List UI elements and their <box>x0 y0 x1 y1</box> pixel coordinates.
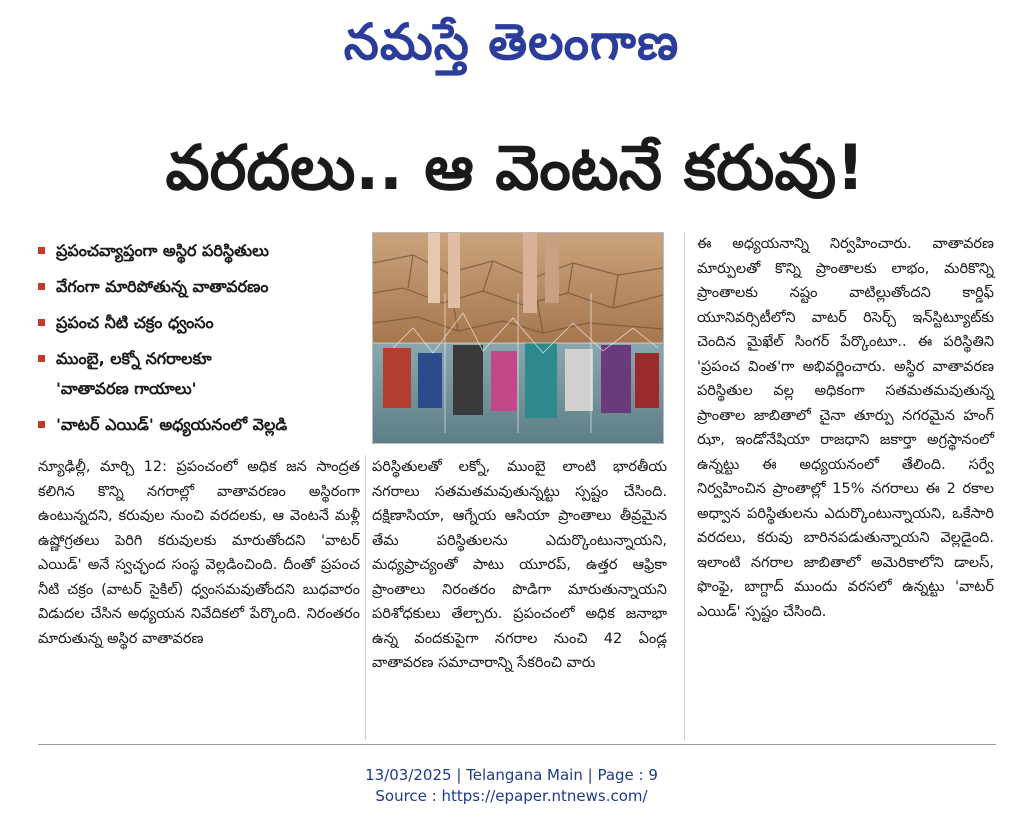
highlights-list <box>38 236 358 440</box>
highlight-text: వేగంగా మారిపోతున్న వాతావరణం <box>56 277 269 296</box>
footer-divider <box>38 744 996 745</box>
masthead-title: నమస్తే తెలంగాణ <box>343 13 680 71</box>
bullet-marker-icon <box>38 247 45 254</box>
bullet-marker-icon <box>38 319 45 326</box>
highlight-item <box>38 308 358 338</box>
article-paragraph: న్యూఢిల్లీ, మార్చి 12: ప్రపంచంలో అధిక జన సాంద్రత కలిగిన కొన్ని నగరాల్లో వాతావరణం అస్థిరంగా ఉంటున్నదని, కరువుల నుంచి వరదలకు, ఆ వెంటనే మళ్లీ ఉష్ణోగ్రతలు పెరిగి కరువులకు మారుతోందని 'వాటర్ ఎయిడ్' అనే స్వచ్ఛంద సంస్థ వెల్లడించింది. దీంతో ప్రపంచ నీటి చక్రం (వాటర్ సైకిల్) ధ్వంసమవుతోందని బుధవారం విడుదల చేసిన అధ్యయన నివేదికలో పేర్కొంది. నిరంతరం మారుతున్న అస్థిర వాతావరణ <box>38 459 360 647</box>
article-column-1 <box>38 455 360 651</box>
bullet-marker-icon <box>38 421 45 428</box>
column-divider <box>365 455 366 740</box>
highlight-item <box>38 272 358 302</box>
highlight-item-continued <box>38 374 358 404</box>
article-headline <box>30 118 1000 218</box>
masthead-logo <box>0 10 1023 75</box>
article-paragraph: ఈ అధ్యయనాన్ని నిర్వహించారు. వాతావరణ మార్పులతో కొన్ని ప్రాంతాలకు లాభం, మరికొన్ని ప్రాంతాలకు నష్టం వాటిల్లుతోందని కార్డిఫ్ యూనివర్సిటీలోని వాటర్ రిసెర్చ్ ఇన్‌స్టిట్యూట్‌కు చెందిన మైఖేల్ సింగర్ పేర్కొంటూ.. ఈ పరిస్థితిని 'ప్రపంచ వింత'గా అభివర్ణించారు. అస్థిర వాతావరణ పరిస్థితుల వల్ల అధికంగా సతమతమవుతున్న ప్రాంతాల జాబితాలో చైనా తూర్పు నగరమైన హంగ్ ఝా, ఇండోనేషియా రాజధాని జకార్తా అగ్రస్థానంలో ఉన్నట్టు ఈ అధ్యయనంలో తేలింది. సర్వే నిర్వహించిన ప్రాంతాల్లో 15% నగరాలు ఈ 2 రకాల అధ్వాన పరిస్థితులను ఎదుర్కొంటున్నాయని, ఒకేసారి వరదలు, కరువు బారినపడుతున్నాయని వెల్లడైంది. ఇలాంటి నగరాల జాబితాలో అమెరికాలోని డాలస్, ఫొంఫై, బాగ్దాద్ ముందు వరసలో ఉన్నట్టు 'వాటర్ ఎయిడ్' స్పష్టం చేసింది. <box>697 236 994 620</box>
highlight-text: 'వాతావరణ గాయాలు' <box>56 379 197 398</box>
footer-source-link[interactable]: Source : https://epaper.ntnews.com/ <box>375 787 648 805</box>
flood-drought-photo <box>373 233 663 443</box>
highlight-item <box>38 236 358 266</box>
highlight-text: ప్రపంచ నీటి చక్రం ధ్వంసం <box>56 313 214 332</box>
highlight-text: 'వాటర్ ఎయిడ్' అధ్యయనంలో వెల్లడి <box>56 415 288 434</box>
article-paragraph: పరిస్థితులతో లక్నో, ముంబై లాంటి భారతీయ నగరాలు సతమతమవుతున్నట్టు స్పష్టం చేసింది. దక్షిణాసియా, ఆగ్నేయ ఆసియా ప్రాంతాలు తీవ్రమైన తేమ పరిస్థితులను ఎదుర్కొంటున్నాయని, మధ్యప్రాచ్యంతో పాటు యూరప్, ఉత్తర ఆఫ్రికా ప్రాంతాలు నిరంతరం పొడిగా మారుతున్నాయని పరిశోధకులు తేల్చారు. ప్రపంచంలో అధిక జనాభా ఉన్న వందకుపైగా నగరాల నుంచి 42 ఏండ్ల వాతావరణ సమాచారాన్ని సేకరించి వారు <box>372 459 667 671</box>
bullet-marker-icon <box>38 283 45 290</box>
article-column-3 <box>697 232 994 624</box>
highlight-text: ముంబై, లక్నో నగరాలకూ <box>56 349 212 368</box>
footer-edition-info: 13/03/2025 | Telangana Main | Page : 9 <box>365 766 658 784</box>
bullet-marker-icon <box>38 355 45 362</box>
highlight-text: ప్రపంచవ్యాప్తంగా అస్థిర పరిస్థితులు <box>56 241 269 260</box>
headline-text: వరదలు.. ఆ వెంటనే కరువు! <box>165 131 865 204</box>
article-column-2 <box>372 455 667 676</box>
column-divider <box>684 232 685 740</box>
highlight-item <box>38 344 358 374</box>
news-photo <box>372 232 664 444</box>
highlight-item <box>38 410 358 440</box>
